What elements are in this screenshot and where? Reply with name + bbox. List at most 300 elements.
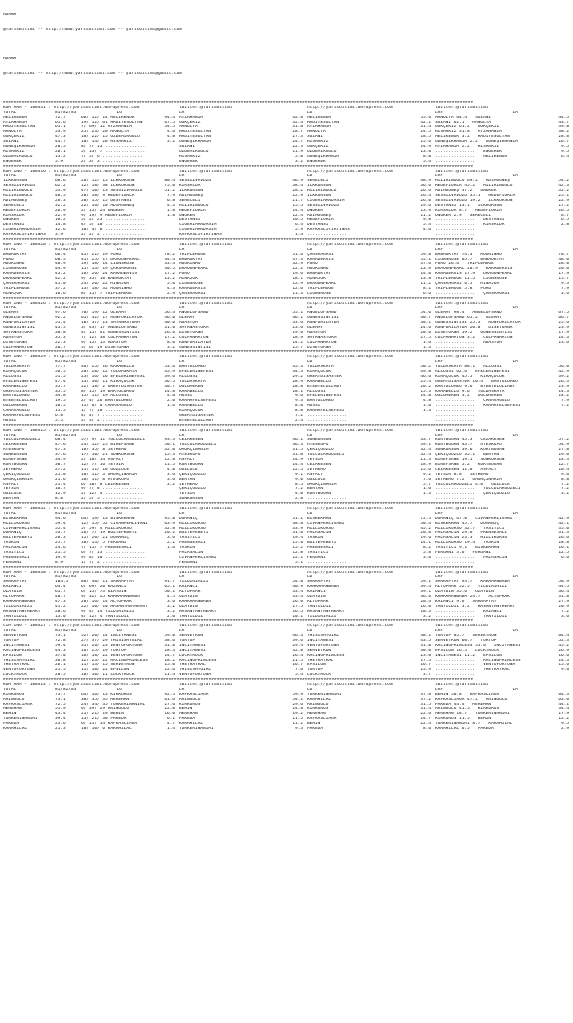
lrf-name: DESTANSI 13.1 ILKKURSUN xyxy=(435,203,502,208)
lrf-name: HIZIRINOGLU 69.2 ADIMGÜNEŞ xyxy=(435,179,510,184)
ld-name: GÖZLÜCE xyxy=(307,477,326,482)
split-ranks: 9/ 15/ 13 ADASYUM xyxy=(81,340,127,345)
split-ranks: 4/ 5/ 10 ............... xyxy=(81,223,146,228)
la-score: 31.8 xyxy=(558,594,569,599)
total-score: 64.4 xyxy=(55,585,66,590)
total-score: 72.7 xyxy=(55,115,66,120)
lr-score: 15.2 xyxy=(292,546,303,551)
lr-score: 19.4 xyxy=(292,536,303,541)
la-score: 39.2 xyxy=(558,374,569,379)
lg-score: 94.4 xyxy=(164,115,175,120)
ld-score: 16.7 xyxy=(420,663,431,668)
lr-score: 12.6 xyxy=(292,286,303,291)
race-title: KUM ARA - 188431 : http://yarisbilimi.wordpress.com xyxy=(3,105,140,110)
ld-score: 24.6 xyxy=(420,326,431,330)
lrf-name: SESSIZVAVUZU 35.1 HEDEFIORLA xyxy=(435,193,516,198)
col-lr: LR xyxy=(179,575,185,580)
total-score: 43.2 xyxy=(55,272,66,277)
lr-score: 9.6 xyxy=(294,394,303,399)
lg-score: 16.0 xyxy=(164,712,175,717)
ld-name: BARTOLOMEO xyxy=(307,399,334,404)
ld-score: 72.5 xyxy=(420,516,431,521)
horse-name: CEZAKESEN xyxy=(3,443,28,448)
lr-name: BEHIN xyxy=(179,707,193,712)
race-title: KUM ING - 188429 : http://yarisbilimi.wordpress.com xyxy=(3,355,140,360)
twitter-handle: twitter:@TarisBilimi xyxy=(435,570,489,575)
horse-name: THISISMYGIRL xyxy=(3,658,36,663)
ld-name: ALTOPRAK xyxy=(307,599,329,604)
lg-score: 78.2 xyxy=(164,252,175,257)
la-score: 42.9 xyxy=(558,370,569,375)
ld-name: BABAOKTAY xyxy=(307,272,332,277)
lrf-name: EPSILON 16.5 LUCKYROCK xyxy=(435,648,500,653)
lg-score: 2.0 xyxy=(166,614,175,619)
ld-score: 13.0 xyxy=(420,149,431,154)
la-score: 28.8 xyxy=(558,135,569,140)
horse-name: SONKURSUN xyxy=(3,453,28,458)
lr-score: 16.7 xyxy=(292,663,303,668)
lr-name: LIONSROSE xyxy=(179,281,204,286)
total-score: 25.0 xyxy=(55,472,66,477)
col-lrf-la: LRF LA xyxy=(435,433,518,438)
lrf-name: YOLCULARGÜZELI 4.0 GÖZLÜCE xyxy=(435,482,510,487)
ld-name: JETHEMO xyxy=(307,467,326,472)
lr-name: CIGERIMARDASIM xyxy=(179,223,217,228)
split-ranks: 2/ 3/ 3 ............... xyxy=(81,159,143,164)
lrf-name: MANOLYA 64.4 SUZANI xyxy=(435,115,492,120)
ld-score: 31.0 xyxy=(420,643,431,648)
lr-score: 19.6 xyxy=(292,272,303,277)
lr-name: PURO xyxy=(179,272,190,277)
ld-name: BERTAN xyxy=(307,487,324,492)
la-score: 66.7 xyxy=(558,316,569,321)
lr-name: INCITANESI xyxy=(179,648,206,653)
ld-name: ATESKÜPÜ xyxy=(307,443,329,448)
twitter-handle: twitter:@TarisBilimi xyxy=(435,105,489,110)
total-score: 53.9 xyxy=(55,130,66,135)
lr-name: TRIPLEHUGE xyxy=(179,252,206,257)
horse-name: EFELERINEFESI xyxy=(3,379,38,384)
split-ranks: 12/ 23/ 22 RACINGPRINCESS xyxy=(81,658,148,663)
split-ranks: 18/ 35/ 8 JETHEMO xyxy=(81,448,127,453)
lrf-name: CEZAKESEN 11.8 ASFALT xyxy=(435,467,497,472)
ld-name: MINAJÖR xyxy=(307,277,326,282)
twitter-handle: twitter:@TarisBilimi xyxy=(435,683,489,688)
split-ranks: 13/ 30/ 11 KIRAÇOCUK xyxy=(81,379,135,384)
lg-score: 6.1 xyxy=(166,717,175,722)
total-score: 12.6 xyxy=(55,228,66,233)
lrf-name: TASITICI 9.1 BISKEKHAN xyxy=(435,546,500,551)
ld-score: 50.2 xyxy=(420,365,431,370)
lrf-name: FERGANI 3.6 FERGANI xyxy=(435,550,492,555)
lr-score: 32.9 xyxy=(292,262,303,267)
horse-name: ADIMGÜNEŞ xyxy=(3,198,28,203)
lrf-name: MELIKENUR 3.2 HADIYESULTAN xyxy=(435,135,510,140)
la-score: 6.5 xyxy=(560,218,569,223)
lr-name: TORTOP xyxy=(179,639,196,643)
lr-score: 46.1 xyxy=(292,316,303,321)
split-ranks: 23/ 16/ 16 EFELERINEFESI xyxy=(81,374,146,379)
la-score: 6.4 xyxy=(560,154,569,159)
la-score: 18.8 xyxy=(558,541,569,546)
split-ranks: 22/ 18/ 2 GREATDISASTER xyxy=(81,384,143,389)
horse-name: GÖKÇEKIZ xyxy=(3,135,25,140)
total-score: 55.4 xyxy=(55,526,66,531)
total-score: 59.4 xyxy=(55,521,66,526)
ld-name: TRIPLEHUGE xyxy=(307,286,334,291)
lrf-name: KAHRAMANBABA 24.7 ALTOPRAK xyxy=(435,594,510,599)
lrf-name: ............... YOLCULARGÜZELI xyxy=(435,487,521,492)
horse-name: INCITANESI xyxy=(3,643,30,648)
ld-name: MEREHAN xyxy=(307,712,326,717)
lrf-name: ............... xyxy=(435,233,484,238)
lg-score: 8.0 xyxy=(166,340,175,345)
total-score: 97.6 xyxy=(55,311,66,316)
horse-name: BABAOKTAY xyxy=(3,252,28,257)
la-score: 25.1 xyxy=(558,193,569,198)
ld-name: YOLCULARGÜZELI xyxy=(307,453,345,458)
lr-name: BABAOKTAY xyxy=(179,257,204,262)
col-total: TOTAL xyxy=(3,110,17,115)
ld-score: 4.8 xyxy=(422,399,431,404)
total-score: 40.5 xyxy=(55,193,66,198)
lr-name: DOMANIÇ xyxy=(179,516,198,521)
total-score: 44.7 xyxy=(55,140,66,145)
total-score: 37.6 xyxy=(55,453,66,458)
total-score: 22.3 xyxy=(55,340,66,345)
horse-name: KIRKURUS xyxy=(3,692,25,697)
horse-name: ASFALT xyxy=(3,482,20,487)
lr-name: KIRAÇOCUK xyxy=(179,409,204,414)
ld-score: 31.4 xyxy=(420,707,431,712)
split-ranks: 10/ 4/ 8 ............... xyxy=(81,228,146,233)
ld-name: HADIYESULTAN xyxy=(307,120,340,125)
ld-name: KARADERVIS xyxy=(307,257,334,262)
total-score: 20.6 xyxy=(55,609,66,614)
lrf-name: ÇEKIÇGÜZLÜ 35.1 BERTAN xyxy=(435,453,500,458)
lrf-name: TÜRKERINANIMI 8.7 KARAHILAL xyxy=(435,722,513,727)
horse-name: TASKIN xyxy=(3,541,20,546)
lg-score: 36.5 xyxy=(164,379,175,384)
lg-score: 75.0 xyxy=(164,184,175,189)
lr-name: ILKKURSUN xyxy=(179,189,204,194)
horse-name: ONUKER xyxy=(3,218,20,223)
split-ranks: 19/ 18/ 14 LIONSROSE xyxy=(81,262,135,267)
lrf-name: ARINGÜLÜ 41.5 KIRKURUS xyxy=(435,707,500,712)
total-score: 47.3 xyxy=(55,448,66,453)
twitter-handle: twitter:@TarisBilimi xyxy=(435,242,489,247)
horse-name: BOZTEPEBEYI xyxy=(3,536,33,541)
ld-score: 27.5 xyxy=(420,335,431,340)
ld-name: SARRAPTAY xyxy=(307,580,332,585)
ld-score: 48.9 xyxy=(420,179,431,184)
lg-score: 4.3 xyxy=(166,203,175,208)
la-score: 7.2 xyxy=(560,487,569,492)
split-ranks: 11/ 20/ 21 DOMANIÇ xyxy=(81,536,130,541)
lr-name: YOLCULARGÜZELI xyxy=(179,443,217,448)
lr-name: GÖZLÜCE xyxy=(179,467,198,472)
horse-name: GREATDISASTER xyxy=(3,389,38,394)
la-score: 16.1 xyxy=(558,546,569,551)
la-score: 8.7 xyxy=(560,213,569,218)
horse-name: OGLUMEREN xyxy=(3,404,28,409)
horse-name: CARAVAGGIO xyxy=(3,409,30,414)
twitter-handle: twitter:@TarisBilimi xyxy=(179,683,233,688)
ld-score: 32.4 xyxy=(420,453,431,458)
ld-name: SUZANI xyxy=(307,135,324,140)
lr-name: PAKEDA xyxy=(179,717,196,722)
horse-name: ENGEREK xyxy=(3,159,22,164)
lr-name: SUZANI xyxy=(179,145,196,150)
split-ranks: 6/ 15/ 73 ÖZAYDIN xyxy=(81,590,127,595)
lr-name: ENGEREK xyxy=(179,159,198,164)
horse-name: DESTANSI xyxy=(3,223,25,228)
ld-name: YILDIRIMIZI xyxy=(307,614,337,619)
link-repeat: http://yarisbilimi.wordpress.com xyxy=(307,169,393,174)
lr-name: ADIMGÜNEŞ xyxy=(179,193,204,198)
total-score: 35.3 xyxy=(55,335,66,340)
horse-name: ÖZDEMIRGÜLÜ xyxy=(3,154,33,159)
total-score: 39.4 xyxy=(55,717,66,722)
split-ranks: 11/ 6/ 6 CARAVAGGIO xyxy=(81,404,132,409)
col-ld: LD xyxy=(307,247,313,252)
lg-score: 56.4 xyxy=(164,311,175,316)
ld-score: 10.3 xyxy=(420,609,431,614)
lr-name: ADASYUM xyxy=(179,321,198,326)
race-title: KUM ING - 188426 : http://yarisbilimi.wordpress.com xyxy=(3,301,140,306)
ld-score: 11.2 xyxy=(420,281,431,286)
ld-name: SERVEYRON xyxy=(307,648,332,653)
twitter-handle: twitter:@TarisBilimi xyxy=(179,169,233,174)
ld-score: 55.6 xyxy=(420,115,431,120)
col-ld: LD xyxy=(307,110,313,115)
lrf-name: ............... PALASALIN xyxy=(435,555,508,560)
total-score: 92.2 xyxy=(55,316,66,321)
split-ranks: 24/ 12/ 25 BIREFSANE xyxy=(81,443,135,448)
lrf-name: ............... KAZANCI xyxy=(435,609,502,614)
lg-score: 1.6 xyxy=(166,404,175,409)
lr-name: GÜNESSINTISI xyxy=(179,345,212,350)
lr-name: ASFALT xyxy=(179,458,196,463)
lr-score: 31.0 xyxy=(292,453,303,458)
spacer xyxy=(3,86,569,91)
ld-score: 14.0 xyxy=(420,272,431,277)
lg-score: 30.7 xyxy=(164,384,175,389)
col-ld: LD xyxy=(307,511,313,516)
lrf-name: HIZLIKURSU 32.7 TASITICI xyxy=(435,526,505,531)
lg-score: 17.2 xyxy=(164,335,175,340)
lr-name: ALLÖSSI xyxy=(179,374,198,379)
horse-name: KAFKASLIAGA xyxy=(3,702,33,707)
horse-name: EPSILON xyxy=(3,653,22,658)
link-repeat: http://yarisbilimi.wordpress.com xyxy=(307,570,393,575)
split-ranks: 8/ 15/ 7 TRIPLEHUGE xyxy=(81,291,132,296)
ld-name: FERGANI xyxy=(307,555,326,560)
lg-score: 3.6 xyxy=(166,536,175,541)
twitter-handle: twitter:@TarisBilimi xyxy=(435,428,489,433)
ld-name: ILKKURSUN xyxy=(307,193,332,198)
lrf-name: ............... ADASYUM xyxy=(435,340,502,345)
total-score: 66.6 xyxy=(55,179,66,184)
la-score: 26.9 xyxy=(558,648,569,653)
split-ranks: 26/ 7/ 19 BOZTEPEBEYI xyxy=(81,531,138,536)
horse-name: KARMAFELSEFESI xyxy=(3,414,41,419)
split-ranks: 12/ 15/ 52 CIVANPEHLIVANI xyxy=(81,521,148,526)
ld-score: 15.9 xyxy=(420,668,431,673)
col-lr: LR xyxy=(179,174,185,179)
total-score: 35.7 xyxy=(55,384,66,389)
split-ranks: 7/ 69/ 12 AYZAHANIM xyxy=(81,125,132,130)
lr-score: 6.4 xyxy=(294,223,303,228)
lr-name: BERTAN xyxy=(179,477,196,482)
ld-name: KIRAÇOCUK xyxy=(307,370,332,375)
horse-name: CIGERIMARDASIM xyxy=(3,228,41,233)
ld-name: ÇEKIÇGÜZLÜ xyxy=(307,448,334,453)
total-score: 16.7 xyxy=(55,487,66,492)
lr-name: THETRATRAL xyxy=(179,663,206,668)
lrf-name: TORTOP 85.7 SERVEYRON xyxy=(435,634,497,639)
la-score: 28.0 xyxy=(558,262,569,267)
lr-name: KARABELLO xyxy=(179,389,204,394)
ld-name: ALLÖSSI xyxy=(307,389,326,394)
lr-name: GLEAMY xyxy=(179,316,196,321)
col-splits: 81/82/83 LG xyxy=(55,629,122,634)
lr-name: CEZAKESEN xyxy=(179,438,204,443)
ld-score: 37.6 xyxy=(420,262,431,267)
la-score: 42.3 xyxy=(558,184,569,189)
horse-name: MINAJÖR xyxy=(3,291,22,296)
lr-name: HIZIRINOGLU xyxy=(179,203,209,208)
race-section xyxy=(3,165,569,238)
total-score: 19.9 xyxy=(55,555,66,560)
la-score: 36.4 xyxy=(558,590,569,595)
la-score: 7.2 xyxy=(560,482,569,487)
lr-score: 3.2 xyxy=(294,159,303,164)
total-score: 61.6 xyxy=(55,120,66,125)
lr-score: 14.4 xyxy=(292,462,303,467)
split-ranks: 22/ 10/ 10 HASANTMNYHEART xyxy=(81,604,148,609)
horse-name: HASANTMNYHEART xyxy=(3,609,41,614)
ld-score: 4.6 xyxy=(422,228,431,233)
ld-score: 50.4 xyxy=(420,521,431,526)
lr-name: SERECELI xyxy=(179,198,201,203)
la-score: 16.5 xyxy=(558,208,569,213)
lg-score: 2.9 xyxy=(166,291,175,296)
lrf-name: ............... KARMAFELSEFESI xyxy=(435,404,521,409)
ld-name: KARMAFELSEFESI xyxy=(307,409,345,414)
lg-score: 6.8 xyxy=(166,198,175,203)
ld-score: 15.6 xyxy=(420,467,431,472)
horse-name: HISARKIZ xyxy=(3,149,25,154)
header-contact-repeat: @TarisBilimi -- http://www.yarisbilimi.com -- yarisbilimi@gmail.com xyxy=(3,71,182,76)
lr-name: ÖMÜRÇINARIM xyxy=(179,448,209,453)
total-cell xyxy=(3,727,81,732)
total-score: 19.5 xyxy=(55,399,66,404)
lr-score: 21.5 xyxy=(292,658,303,663)
ld-name: TASKIN xyxy=(307,536,324,541)
lr-score: 12.1 xyxy=(292,555,303,560)
lr-score: 19.6 xyxy=(292,330,303,335)
lrf-name: ............... THETRATRAL xyxy=(435,668,510,673)
horse-name: PURO xyxy=(3,257,14,262)
lr-score: 15.5 xyxy=(292,203,303,208)
ld-name: GÜNEŞIKHANIM xyxy=(307,154,340,159)
horse-name: ÇARSAAGASI xyxy=(3,281,30,286)
horse-name: TEYSIR xyxy=(3,487,20,492)
lg-score: 40.0 xyxy=(164,321,175,326)
split-ranks: 20/ 15/ 15 DESTANSI xyxy=(81,198,132,203)
lg-score: 4.0 xyxy=(166,467,175,472)
split-ranks: 8/ 15/ 19 BARTOLOMEO xyxy=(81,389,135,394)
lrf-name: TRIPLEHUGE 11.5 LIONSROSE xyxy=(435,277,508,282)
lr-score: 31.0 xyxy=(292,125,303,130)
split-ranks: 13/ 21/ 30 PAKEDA xyxy=(81,717,127,722)
la-score: 78.7 xyxy=(558,252,569,257)
lg-score: 3.2 xyxy=(166,482,175,487)
split-ranks: 18/ 22/ 15 ÖZDEMIRGÜLÜ xyxy=(81,135,140,140)
lrf-name: ............... VENTOFORTUNA xyxy=(435,663,516,668)
twitter-handle: twitter:@TarisBilimi xyxy=(435,624,489,629)
total-score: 28.3 xyxy=(55,198,66,203)
split-ranks: 64/ 19/ 13 BISKEKHAN xyxy=(81,516,135,521)
ld-score: 3.6 xyxy=(422,555,431,560)
lr-name: GREATDISASTER xyxy=(179,414,214,419)
lr-name: HADIYESULTAN xyxy=(179,135,212,140)
lrf-name: ANGELOFSAND 65.2 GLEAMY xyxy=(435,316,502,321)
total-score: 41.2 xyxy=(55,604,66,609)
ld-name: ............... xyxy=(307,418,348,423)
total-score: 22.9 xyxy=(55,213,66,218)
lg-score: 50.1 xyxy=(164,443,175,448)
la-score: 13.6 xyxy=(558,340,569,345)
split-ranks: 15/ 13/ 19 ÇARSAAGASI xyxy=(81,267,138,272)
ld-score: 31.4 xyxy=(420,125,431,130)
header-city-repeat: ADANA xyxy=(3,56,17,61)
split-ranks: 21/ 21/ 19 BEHIN xyxy=(81,712,124,717)
la-score: 39.8 xyxy=(558,125,569,130)
la-score: 48.0 xyxy=(558,257,569,262)
link-repeat: http://yarisbilimi.wordpress.com xyxy=(307,242,393,247)
horse-name: THETRATRAL xyxy=(3,663,30,668)
la-score: 30.2 xyxy=(558,130,569,135)
col-total: TOTAL xyxy=(3,575,17,580)
la-score: 54.2 xyxy=(558,179,569,184)
col-lr: LR xyxy=(179,110,185,115)
horse-name: VENTOFORTUNA xyxy=(3,668,36,673)
split-ranks: 8/ 7/ 13 ............... xyxy=(81,145,146,150)
ld-name: SERECELI xyxy=(307,179,329,184)
ld-name: CIVANPEHLIVANI xyxy=(307,521,345,526)
link-repeat: http://yarisbilimi.wordpress.com xyxy=(307,355,393,360)
horse-name: SERVEYRON xyxy=(3,634,28,639)
ld-score: 20.6 xyxy=(420,330,431,335)
lr-name: KARADERVIS xyxy=(179,286,206,291)
twitter-handle: twitter:@TarisBilimi xyxy=(179,506,233,511)
col-lr: LR xyxy=(179,687,185,692)
horse-name: GLEAMY xyxy=(3,311,20,316)
ld-score: 17.5 xyxy=(420,658,431,663)
total-score: 24.6 xyxy=(55,546,66,551)
lr-score: 9.1 xyxy=(294,472,303,477)
total-score: 27.2 xyxy=(55,467,66,472)
ld-name: KAZANCI xyxy=(307,590,326,595)
total-score: 13.0 xyxy=(55,614,66,619)
split-ranks: 2/ 12/ 4 ............... xyxy=(81,492,146,497)
race-section xyxy=(3,297,569,351)
ld-score: 47.8 xyxy=(420,692,431,697)
ld-name: SONKURSUN xyxy=(307,438,332,443)
col-splits: 81/82/83 LG xyxy=(55,433,122,438)
